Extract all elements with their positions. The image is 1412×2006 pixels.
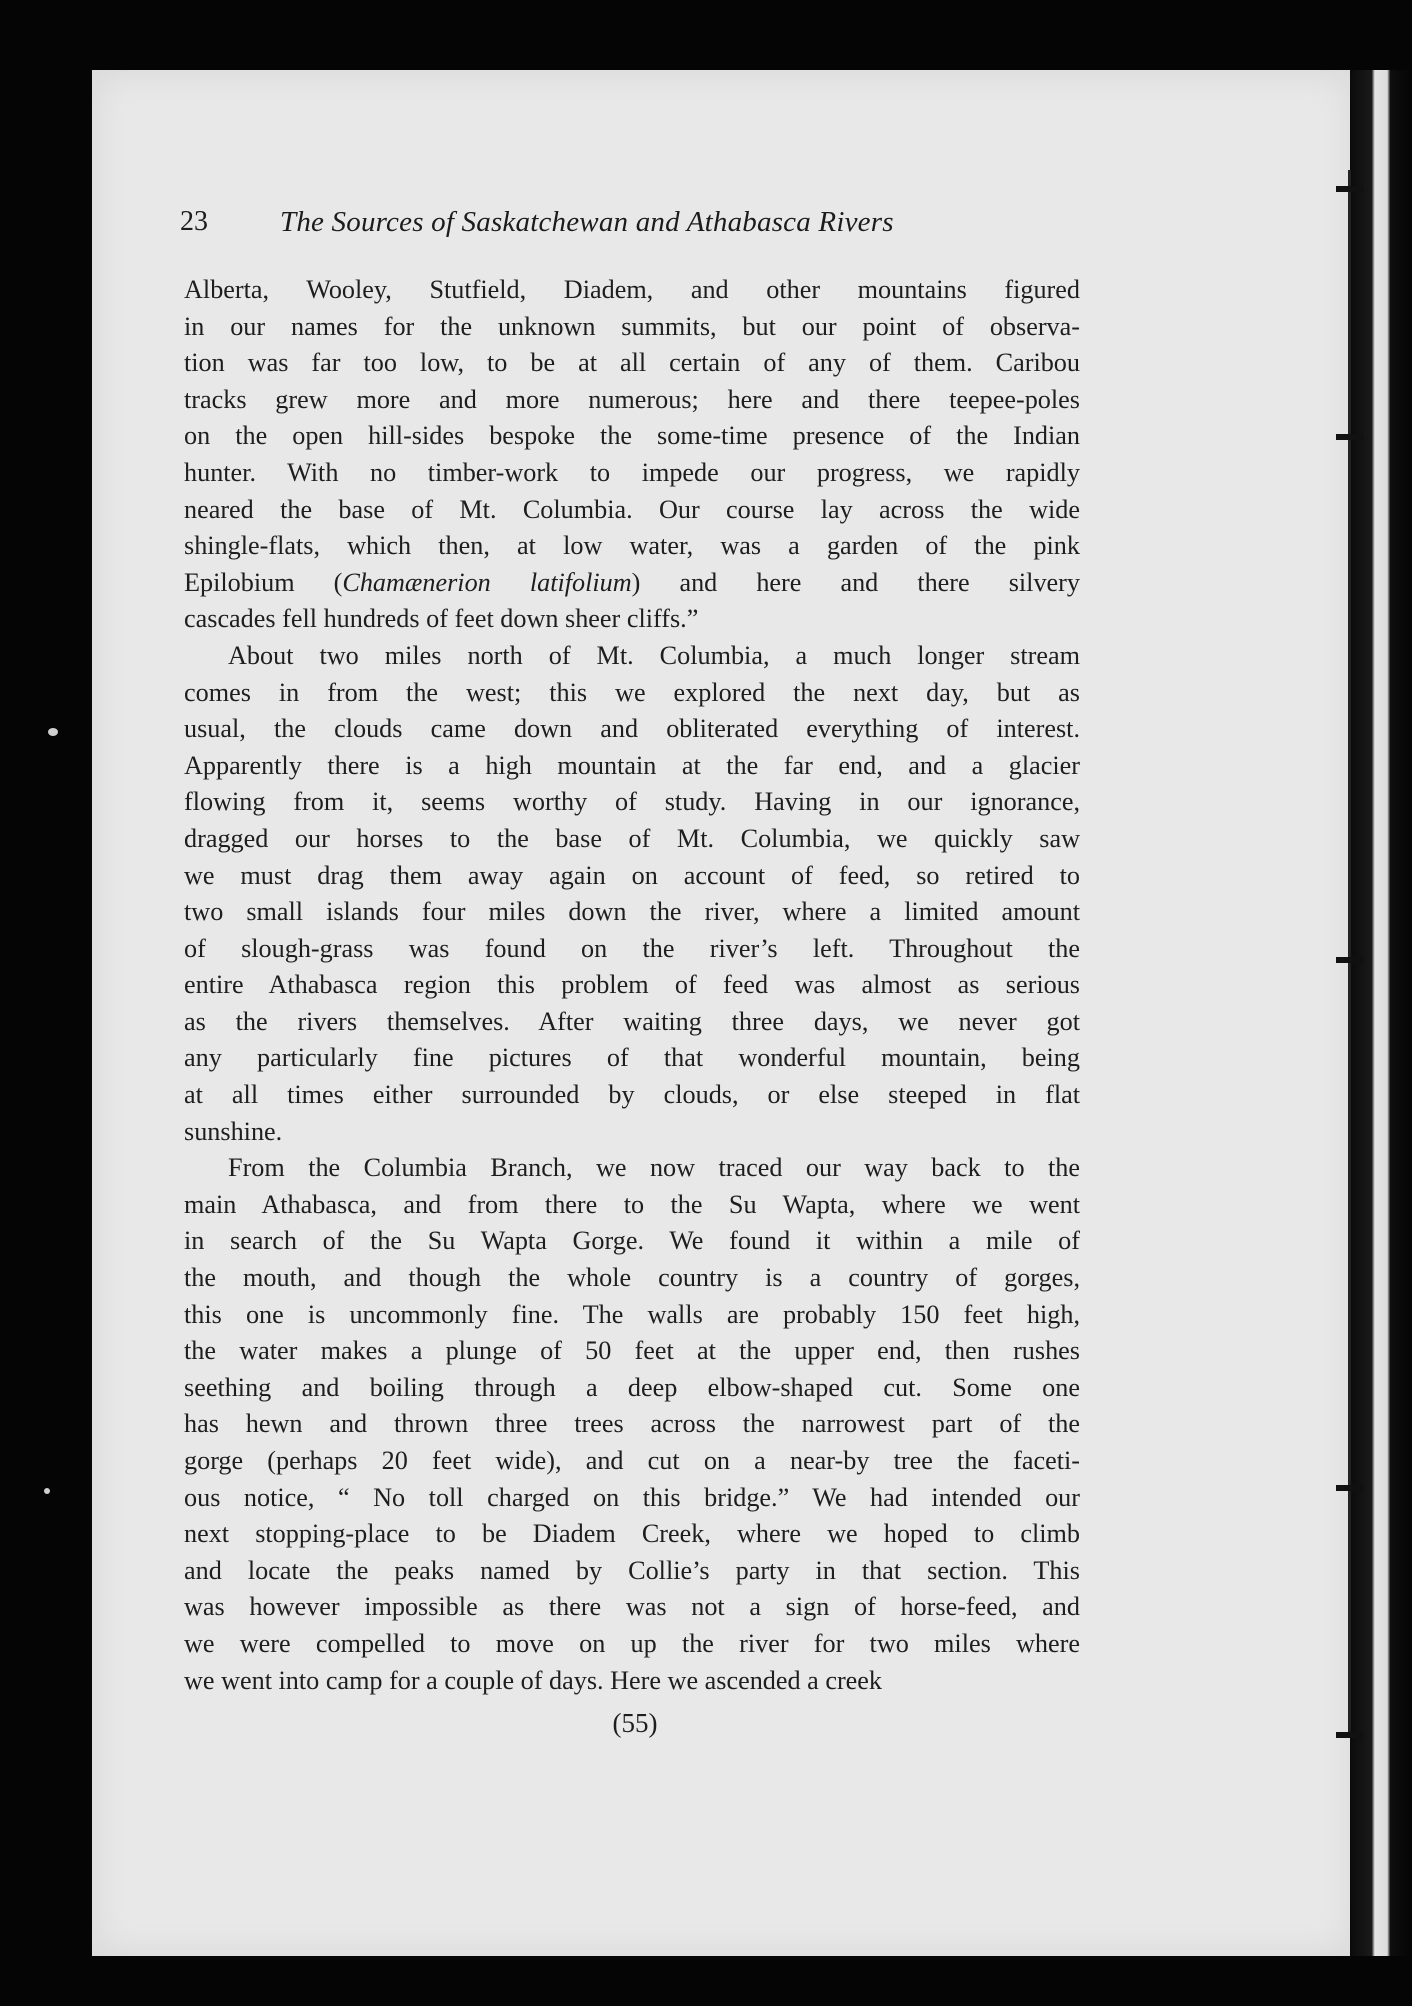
text-line	[184, 309, 1080, 346]
text-segment: we were compelled to move on up the river for two miles where	[184, 1628, 1080, 1658]
paragraph	[184, 638, 1080, 1150]
text-line	[184, 1406, 1080, 1443]
text-line	[184, 1480, 1080, 1517]
page-number: (55)	[612, 1708, 658, 1738]
text-segment: has hewn and thrown three trees across the narrowest part of the	[184, 1409, 1080, 1439]
text-segment: of slough-grass was found on the river’s left. Throughout the	[184, 933, 1080, 963]
text-line	[184, 1150, 1080, 1187]
text-line	[184, 565, 1080, 602]
book-binding-edge	[1350, 70, 1412, 1956]
text-line	[184, 1626, 1080, 1663]
text-line	[184, 1040, 1080, 1077]
text-segment: tion was far too low, to be at all certain of any of them. Caribou	[184, 348, 1080, 378]
text-line	[184, 1297, 1080, 1334]
text-line	[184, 894, 1080, 931]
text-segment: in our names for the unknown summits, but our point of observa-	[184, 311, 1080, 341]
text-line	[184, 601, 1080, 638]
text-segment: gorge (perhaps 20 feet wide), and cut on a near-by tree the faceti-	[184, 1446, 1080, 1475]
body-text	[184, 272, 1080, 1699]
text-line	[184, 272, 1080, 309]
text-segment: ) and here and there silvery	[631, 567, 1080, 597]
text-segment: entire Athabasca region this problem of feed was almost as serious	[184, 970, 1080, 1000]
text-line	[184, 1223, 1080, 1260]
scan-speck	[48, 728, 58, 736]
text-line	[184, 1187, 1080, 1224]
text-segment: Epilobium (	[184, 567, 343, 597]
text-segment: we went into camp for a couple of days. Here we ascended a creek	[184, 1665, 883, 1695]
text-line	[184, 1333, 1080, 1370]
running-head-title: The Sources of Saskatchewan and Athabasca Rivers	[280, 206, 894, 238]
text-line	[184, 492, 1080, 529]
text-segment: the water makes a plunge of 50 feet at the upper end, then rushes	[184, 1336, 1080, 1366]
text-segment: at all times either surrounded by clouds, or else steeped in flat	[184, 1080, 1080, 1110]
binding-tick-mark	[1336, 957, 1364, 963]
text-segment: sunshine.	[184, 1116, 283, 1146]
text-segment: About two miles north of Mt. Columbia, a much longer stream	[228, 640, 1080, 670]
paragraph	[184, 272, 1080, 638]
text-line	[184, 711, 1080, 748]
text-segment: Apparently there is a high mountain at the far end, and a glacier	[184, 750, 1080, 780]
text-line	[184, 931, 1080, 968]
text-line	[184, 1589, 1080, 1626]
scan-speck	[44, 1488, 50, 1494]
italic-text: Chamænerion latifolium	[342, 567, 632, 597]
text-segment: flowing from it, seems worthy of study. Having in our ignorance,	[184, 787, 1080, 817]
text-line	[184, 1114, 1080, 1151]
text-line	[184, 528, 1080, 565]
text-line	[184, 1004, 1080, 1041]
text-segment: usual, the clouds came down and obliterated everything of interest.	[184, 714, 1080, 744]
paragraph	[184, 1150, 1080, 1699]
text-line	[184, 821, 1080, 858]
binding-tick-mark	[1336, 1732, 1364, 1738]
text-line	[184, 1260, 1080, 1297]
text-line	[184, 1516, 1080, 1553]
running-head-folio: 23	[180, 206, 208, 237]
text-segment: and locate the peaks named by Collie’s party in that section. This	[184, 1555, 1080, 1585]
text-segment: seething and boiling through a deep elbow-shaped cut. Some one	[184, 1372, 1080, 1402]
binding-tick-mark	[1336, 434, 1364, 440]
text-line	[184, 638, 1080, 675]
text-segment: this one is uncommonly fine. The walls are probably 150 feet high,	[184, 1299, 1080, 1329]
text-line	[184, 1663, 1080, 1700]
text-segment: we must drag them away again on account of feed, so retired to	[184, 860, 1080, 890]
text-line	[184, 1553, 1080, 1590]
text-segment: Alberta, Wooley, Stutfield, Diadem, and other mountains figured	[184, 275, 1080, 304]
text-line	[184, 784, 1080, 821]
text-segment: main Athabasca, and from there to the Su Wapta, where we went	[184, 1189, 1080, 1219]
binding-rule-line	[1348, 170, 1351, 1735]
text-line	[184, 1443, 1080, 1480]
text-segment: dragged our horses to the base of Mt. Columbia, we quickly saw	[184, 823, 1080, 853]
text-segment: neared the base of Mt. Columbia. Our course lay across the wide	[184, 494, 1080, 524]
text-line	[184, 455, 1080, 492]
text-line	[184, 858, 1080, 895]
text-segment: ous notice, “ No toll charged on this bridge.” We had intended our	[184, 1482, 1080, 1512]
text-line	[184, 748, 1080, 785]
text-segment: next stopping-place to be Diadem Creek, where we hoped to climb	[184, 1519, 1080, 1549]
binding-tick-mark	[1336, 186, 1364, 192]
text-line	[184, 967, 1080, 1004]
text-segment: was however impossible as there was not a sign of horse-feed, and	[184, 1592, 1080, 1622]
text-segment: on the open hill-sides bespoke the some-time presence of the Indian	[184, 421, 1080, 451]
text-segment: in search of the Su Wapta Gorge. We found it within a mile of	[184, 1226, 1080, 1256]
text-segment: tracks grew more and more numerous; here and there teepee-poles	[184, 384, 1080, 414]
text-segment: From the Columbia Branch, we now traced our way back to the	[228, 1153, 1080, 1183]
text-segment: comes in from the west; this we explored the next day, but as	[184, 677, 1080, 707]
text-line	[184, 345, 1080, 382]
binding-tick-mark	[1336, 1485, 1364, 1491]
text-segment: as the rivers themselves. After waiting three days, we never got	[184, 1006, 1080, 1036]
text-line	[184, 382, 1080, 419]
text-segment: any particularly fine pictures of that wonderful mountain, being	[184, 1043, 1080, 1073]
text-segment: hunter. With no timber-work to impede our progress, we rapidly	[184, 457, 1080, 487]
text-line	[184, 1370, 1080, 1407]
text-segment: two small islands four miles down the river, where a limited amount	[184, 897, 1080, 927]
text-segment: shingle-flats, which then, at low water, was a garden of the pink	[184, 531, 1080, 561]
running-head	[180, 206, 1080, 246]
text-line	[184, 418, 1080, 455]
text-segment: the mouth, and though the whole country is a country of gorges,	[184, 1263, 1080, 1293]
text-line	[184, 1077, 1080, 1114]
text-line	[184, 675, 1080, 712]
text-segment: cascades fell hundreds of feet down sheer cliffs.”	[184, 604, 699, 634]
